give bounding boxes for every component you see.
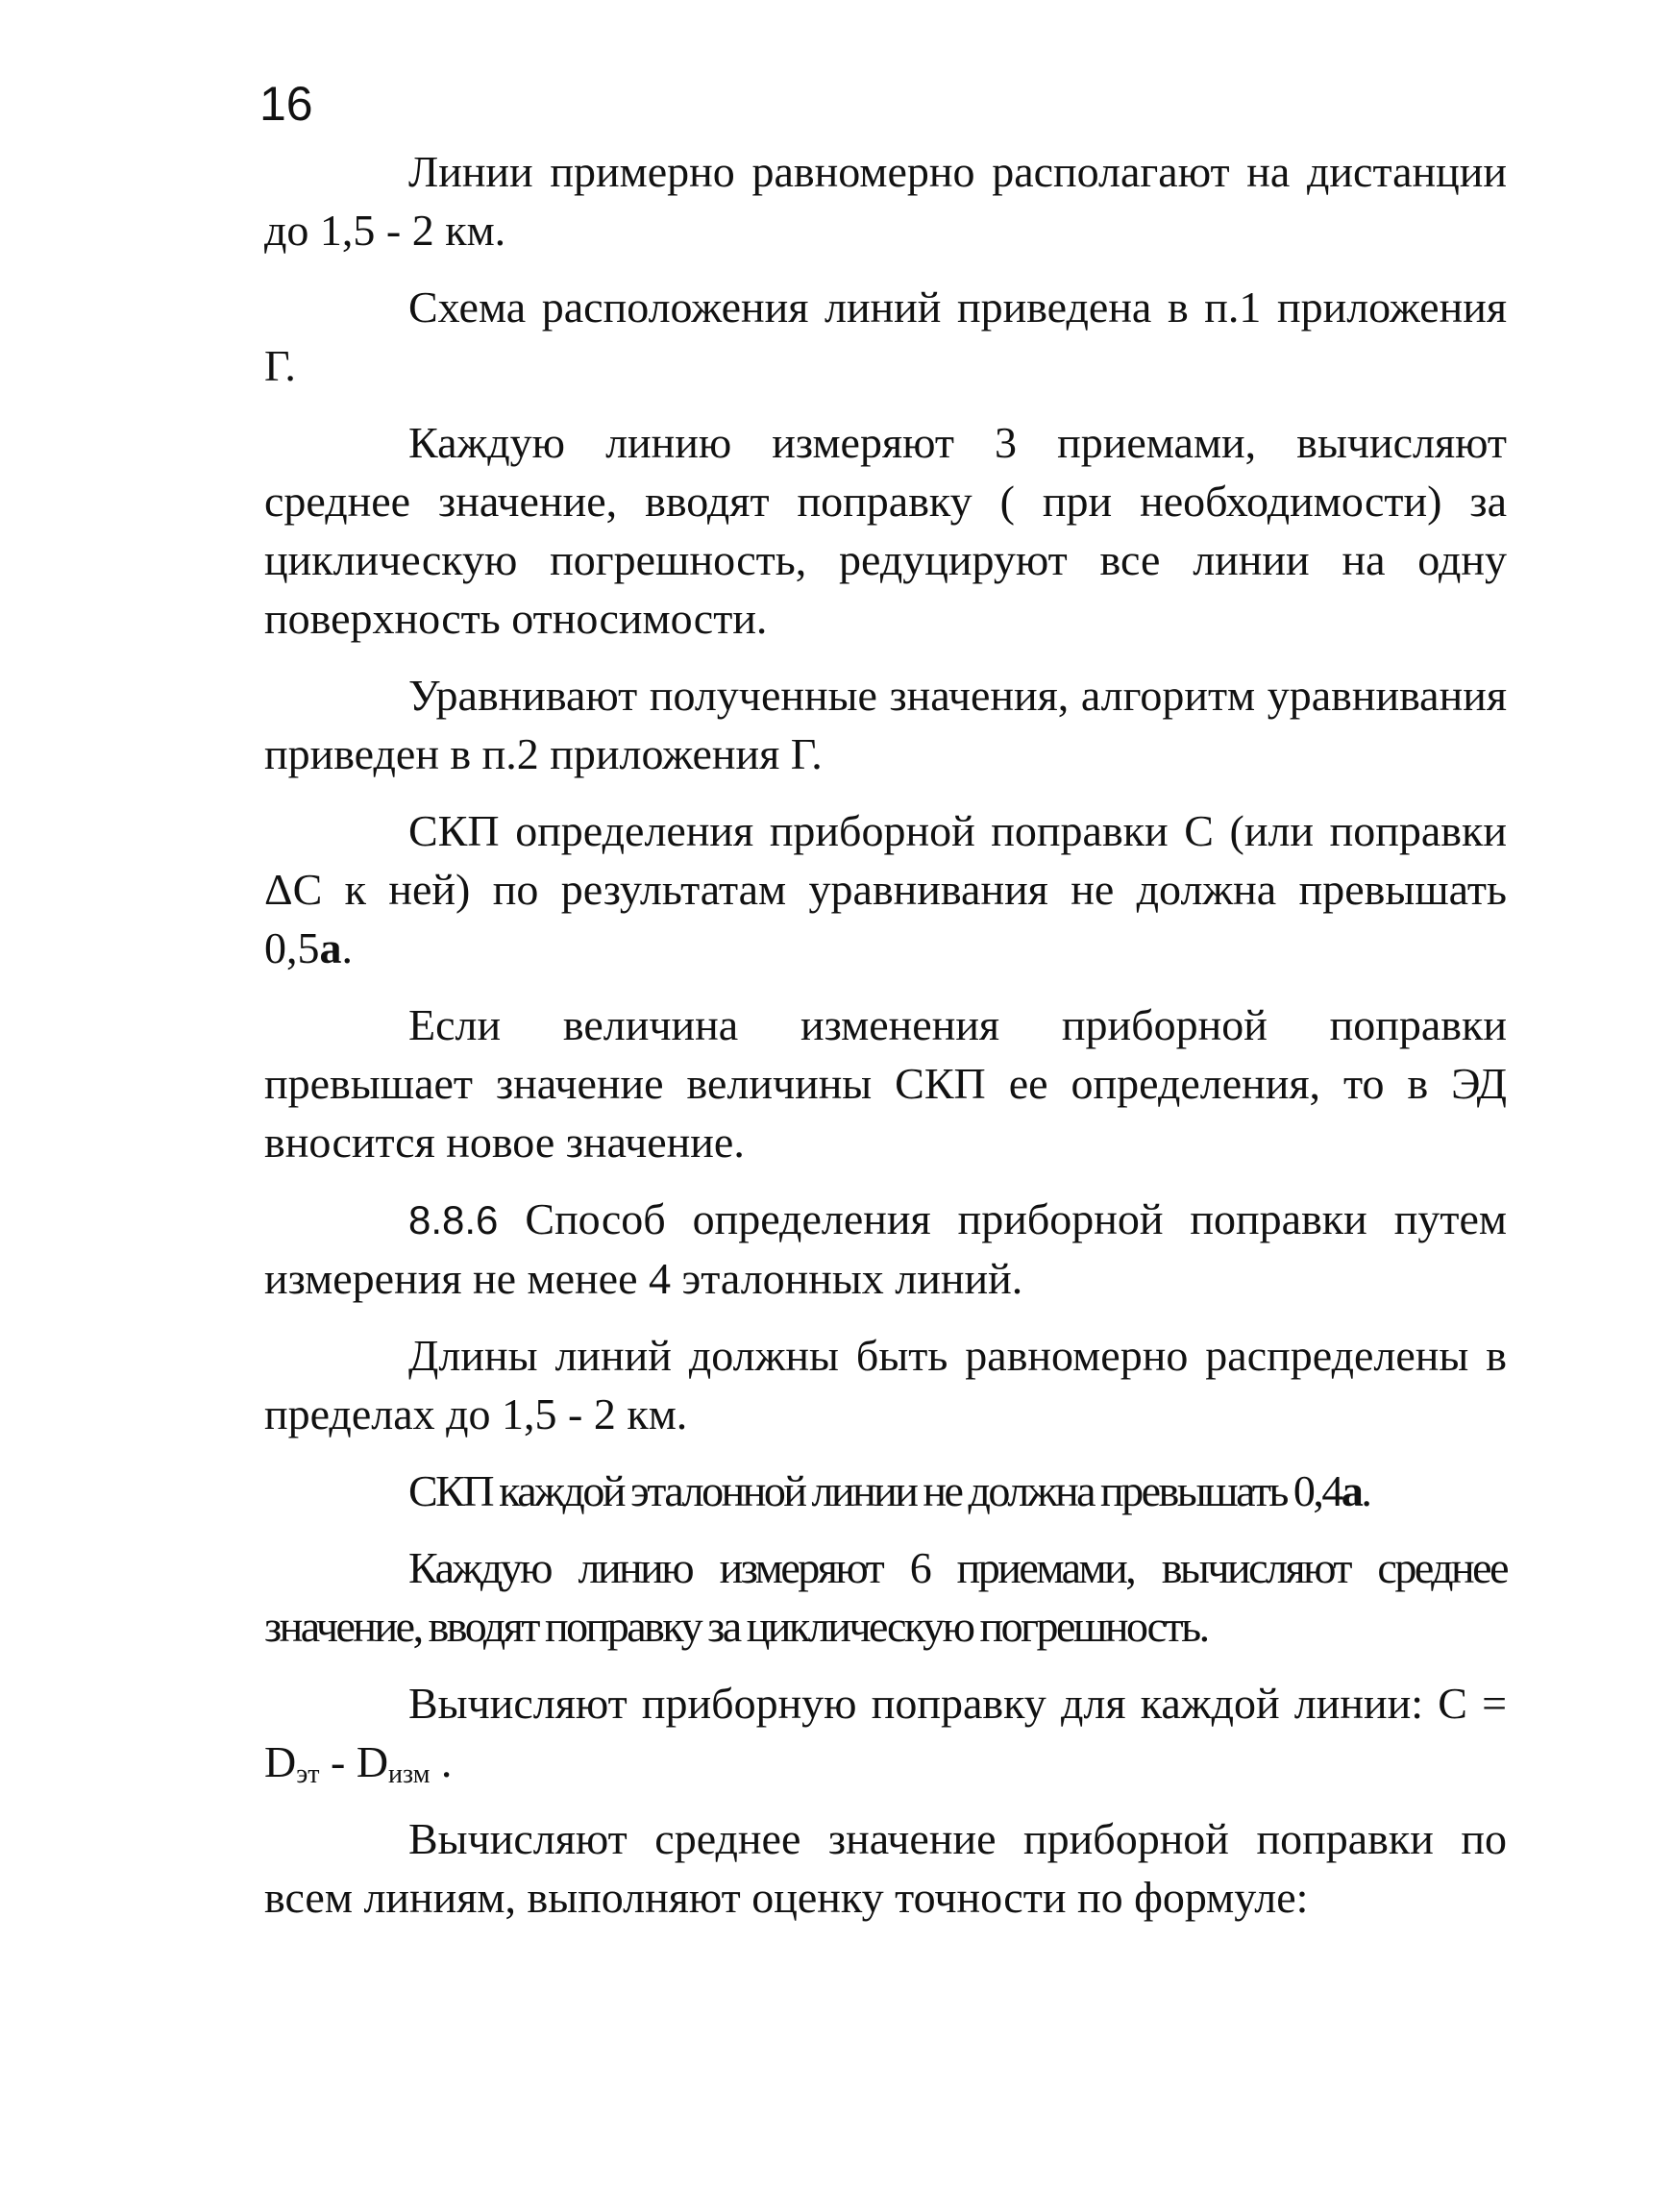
paragraph-lines-distribution: Линии примерно равномерно располагают на дистанции до 1,5 - 2 км. <box>264 147 1507 255</box>
paragraph-measurement-procedure: Каждую линию измеряют 3 приемами, вычисляют среднее значение, вводят поправку ( при необходимости) за циклическую погрешность, редуцируют все линии на одну поверхность относимости. <box>264 418 1507 643</box>
paragraph-section-8-8-6: 8.8.6 Способ определения приборной поправки путем измерения не менее 4 эталонных линий. <box>264 1194 1507 1303</box>
paragraph-correction-formula: Вычисляют приборную поправку для каждой линии: $С = D_{эт} - D_{изм}$ . <box>264 1679 1508 1789</box>
paragraph-six-sessions: Каждую линию измеряют 6 приемами, вычисляют среднее значение, вводят поправку за циклическую погрешность. <box>264 1543 1507 1651</box>
correction-formula: $С = D_{эт} - D_{изм}$ . <box>264 1679 1508 1789</box>
paragraph-rms-correction: СКП определения приборной поправки С (или поправки ΔС к ней) по результатам уравнивания не должна превышать 0,5а. <box>264 806 1507 972</box>
paragraph-adjustment: Уравнивают полученные значения, алгоритм уравнивания приведен в п.2 приложения Г. <box>264 671 1507 778</box>
text-body <box>264 142 1507 1927</box>
section-number: 8.8.6 <box>408 1197 499 1242</box>
paragraph-new-value: Если величина изменения приборной поправки превышает значение величины СКП ее определения, то в ЭД вносится новое значение. <box>264 1000 1507 1167</box>
paragraph-scheme-reference: Схема расположения линий приведена в п.1 приложения Г. <box>264 283 1507 390</box>
paragraph-line-lengths: Длины линий должны быть равномерно распределены в пределах до 1,5 - 2 км. <box>264 1331 1507 1438</box>
page-number: 16 <box>259 77 313 131</box>
paragraph-accuracy-estimate: Вычисляют среднее значение приборной поправки по всем линиям, выполняют оценку точности по формуле: <box>264 1814 1507 1922</box>
paragraph-reference-line-rms: СКП каждой эталонной линии не должна превышать 0,4а. <box>408 1466 1370 1515</box>
